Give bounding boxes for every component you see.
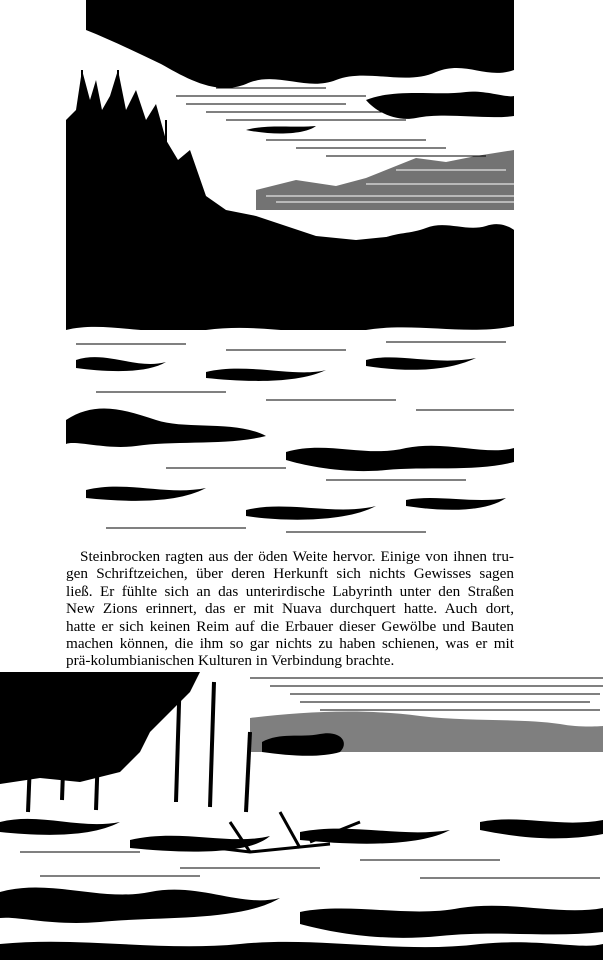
- top-landscape-drawing: [66, 0, 514, 540]
- top-landscape-illustration: [66, 0, 514, 540]
- paragraph-line: Steinbrocken ragten aus der öden Weite hervor. Einige von ihnen tru-: [80, 548, 514, 565]
- paragraph-line: ließ. Er fühlte sich an das unterirdische Labyrinth unter den Straßen: [66, 582, 514, 600]
- paragraph-line: gen Schriftzeichen, über deren Herkunft sich nichts Gewisses sagen: [66, 565, 514, 583]
- paragraph-line: hatte er sich keinen Reim auf die Erbauer dieser Gewölbe und Bauten: [66, 617, 514, 635]
- body-paragraph: [66, 548, 514, 670]
- paragraph-line: New Zions erinnert, das er mit Nuava durchquert hatte. Auch dort,: [66, 600, 514, 618]
- bottom-landscape-drawing: [0, 672, 603, 960]
- paragraph-line: prä-kolumbianischen Kulturen in Verbindung brachte.: [66, 652, 395, 670]
- bottom-landscape-illustration: [0, 672, 603, 960]
- paragraph-line: machen können, die ihm so gar nichts zu haben schienen, was er mit: [66, 635, 514, 653]
